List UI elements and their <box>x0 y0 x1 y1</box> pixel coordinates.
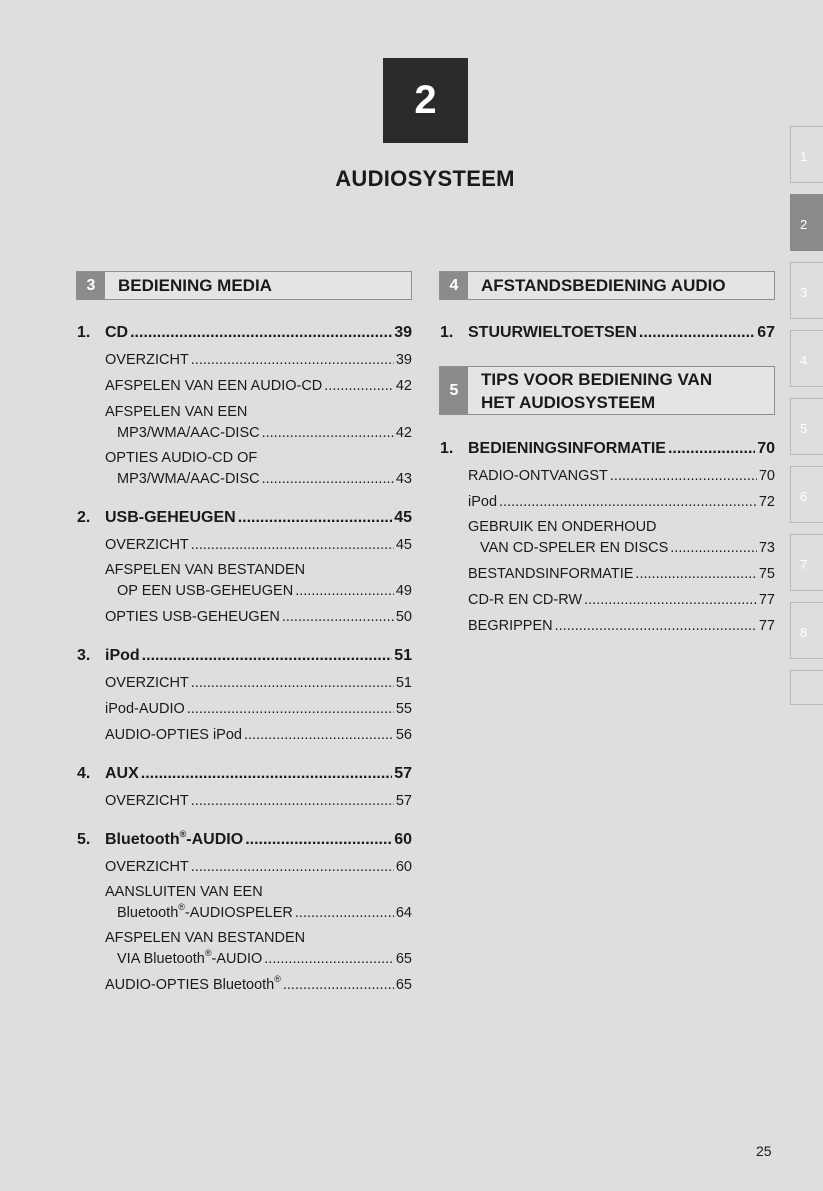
toc-page: 42 <box>395 425 412 441</box>
toc-subentry-label: MP3/WMA/AAC-DISC <box>117 471 260 487</box>
toc-subentry[interactable] <box>117 583 412 599</box>
toc-page: 57 <box>395 793 412 809</box>
toc-page: 64 <box>395 905 412 921</box>
registered-mark: ® <box>178 902 185 912</box>
toc-leader <box>238 509 393 527</box>
toc-entry-label: CD <box>105 324 129 341</box>
toc-right-column <box>440 0 775 1191</box>
label-part: -AUDIOSPELER <box>184 905 293 921</box>
toc-entry-label: iPod <box>105 647 140 664</box>
toc-subentry[interactable] <box>117 948 412 967</box>
toc-subentry-label: MP3/WMA/AAC-DISC <box>117 425 260 441</box>
label-part: -AUDIO <box>186 831 244 848</box>
toc-subentry[interactable] <box>105 609 412 625</box>
toc-subentry[interactable] <box>468 592 775 608</box>
toc-leader <box>282 609 394 625</box>
toc-subentry[interactable] <box>105 537 412 553</box>
toc-page: 67 <box>757 324 775 341</box>
toc-subentry-first-line: AFSPELEN VAN BESTANDEN <box>105 562 306 578</box>
toc-subentry-label: OVERZICHT <box>105 859 189 875</box>
toc-page: 39 <box>395 352 412 368</box>
toc-subentry-first-line: OPTIES AUDIO-CD OF <box>105 450 258 466</box>
section-title: BEDIENING MEDIA <box>118 276 272 295</box>
toc-page: 51 <box>394 647 412 664</box>
toc-leader <box>555 618 757 634</box>
toc-page: 75 <box>758 566 775 582</box>
page-number: 25 <box>756 1143 772 1159</box>
toc-subentry-label: OVERZICHT <box>105 352 189 368</box>
toc-page: 45 <box>394 509 412 526</box>
toc-page: 56 <box>395 727 412 743</box>
toc-subentry[interactable] <box>105 974 412 993</box>
label-part: Bluetooth <box>117 905 179 921</box>
toc-subentry-label: AFSPELEN VAN EEN AUDIO-CD <box>105 378 323 394</box>
toc-leader <box>264 951 394 967</box>
toc-leader <box>142 647 393 665</box>
toc-page: 60 <box>395 859 412 875</box>
label-part: -AUDIO <box>211 951 263 967</box>
toc-entry-number: 2. <box>77 509 91 526</box>
toc-page: 72 <box>758 494 775 510</box>
toc-entry-number: 3. <box>77 647 91 664</box>
chapter-title: AUDIOSYSTEEM <box>335 166 515 191</box>
toc-entry-number: 1. <box>77 324 91 341</box>
toc-leader <box>295 583 394 599</box>
toc-page: 50 <box>395 609 412 625</box>
side-tab-7[interactable]: 7 <box>790 534 823 591</box>
toc-page: 51 <box>395 675 412 691</box>
toc-subentry-label <box>117 902 293 921</box>
toc-leader <box>283 977 394 993</box>
toc-leader <box>245 831 392 849</box>
toc-subentry[interactable] <box>468 468 775 484</box>
toc-subentry-first-line: AANSLUITEN VAN EEN <box>105 884 263 900</box>
toc-entry-number: 1. <box>440 324 454 341</box>
toc-entry-number: 1. <box>440 440 454 457</box>
toc-leader <box>262 425 394 441</box>
toc-subentry[interactable] <box>105 378 412 394</box>
toc-subentry-label: RADIO-ONTVANGST <box>468 468 608 484</box>
toc-leader <box>499 494 757 510</box>
toc-subentry[interactable] <box>105 727 412 743</box>
side-tab-blank[interactable] <box>790 670 823 705</box>
toc-leader <box>262 471 394 487</box>
section-number: 5 <box>440 367 468 414</box>
toc-entry-aux[interactable] <box>77 765 412 783</box>
toc-subentry-first-line: GEBRUIK EN ONDERHOUD <box>468 519 657 535</box>
toc-leader <box>191 537 394 553</box>
section-title: AFSTANDSBEDIENING AUDIO <box>481 276 726 295</box>
toc-subentry[interactable] <box>117 902 412 921</box>
toc-leader <box>610 468 757 484</box>
toc-subentry[interactable] <box>105 675 412 691</box>
toc-leader <box>130 324 392 342</box>
toc-subentry-first-line: AFSPELEN VAN EEN <box>105 404 248 420</box>
label-part: VIA Bluetooth <box>117 951 205 967</box>
toc-entry-ipod[interactable] <box>77 647 412 665</box>
toc-page: 42 <box>395 378 412 394</box>
toc-entry-bedieningsinformatie[interactable] <box>440 440 775 458</box>
registered-mark: ® <box>274 974 281 984</box>
toc-subentry-first-line: AFSPELEN VAN BESTANDEN <box>105 930 306 946</box>
toc-page: 70 <box>757 440 775 457</box>
toc-subentry-label <box>105 974 281 993</box>
side-tab-3[interactable]: 3 <box>790 262 823 319</box>
toc-left-column <box>77 0 412 1191</box>
toc-leader <box>635 566 756 582</box>
toc-subentry[interactable] <box>105 701 412 717</box>
toc-page: 60 <box>394 831 412 848</box>
toc-subentry[interactable] <box>105 859 412 875</box>
toc-leader <box>187 701 394 717</box>
toc-entry-label: BEDIENINGSINFORMATIE <box>468 440 666 457</box>
registered-mark: ® <box>204 948 212 958</box>
toc-entry-label: USB-GEHEUGEN <box>105 509 236 526</box>
toc-subentry[interactable] <box>105 793 412 809</box>
toc-subentry-label: BESTANDSINFORMATIE <box>468 566 634 582</box>
toc-subentry-label <box>117 948 263 967</box>
toc-leader <box>244 727 394 743</box>
toc-subentry-label: iPod <box>468 494 498 510</box>
registered-mark: ® <box>179 829 187 839</box>
side-tab-8[interactable]: 8 <box>790 602 823 659</box>
chapter-number-box: 2 <box>383 58 468 143</box>
toc-page: 43 <box>395 471 412 487</box>
section-title-line: TIPS VOOR BEDIENING VAN <box>481 369 713 389</box>
toc-leader <box>191 859 394 875</box>
toc-entry-usb[interactable] <box>77 509 412 527</box>
side-tab-6[interactable]: 6 <box>790 466 823 523</box>
toc-leader <box>191 675 394 691</box>
toc-page: 65 <box>395 977 412 993</box>
toc-page: 77 <box>758 618 775 634</box>
toc-entry-cd[interactable] <box>77 324 412 342</box>
toc-subentry-label: OVERZICHT <box>105 537 189 553</box>
toc-leader <box>584 592 757 608</box>
section-title-line: HET AUDIOSYSTEEM <box>481 392 656 412</box>
toc-page: 55 <box>395 701 412 717</box>
toc-subentry-label: OPTIES USB-GEHEUGEN <box>105 609 280 625</box>
toc-leader <box>191 352 394 368</box>
toc-page: 45 <box>395 537 412 553</box>
toc-leader <box>668 440 755 458</box>
toc-subentry[interactable] <box>105 352 412 368</box>
toc-page: 77 <box>758 592 775 608</box>
toc-page: 70 <box>758 468 775 484</box>
toc-page: 73 <box>758 540 775 556</box>
toc-subentry-label: iPod-AUDIO <box>105 701 185 717</box>
side-tab-4[interactable]: 4 <box>790 330 823 387</box>
toc-entry-stuurwieltoetsen[interactable] <box>440 324 775 342</box>
toc-subentry[interactable] <box>468 566 775 582</box>
toc-subentry-label: AUDIO-OPTIES iPod <box>105 727 242 743</box>
toc-subentry[interactable] <box>468 494 775 510</box>
section-number: 4 <box>440 272 468 299</box>
label-part: AUDIO-OPTIES Bluetooth <box>105 977 275 993</box>
side-tab-5[interactable]: 5 <box>790 398 823 455</box>
toc-entry-number: 4. <box>77 765 91 782</box>
toc-subentry-label: OVERZICHT <box>105 793 189 809</box>
toc-entry-label <box>105 831 243 849</box>
toc-subentry-label: OVERZICHT <box>105 675 189 691</box>
toc-subentry-label: OP EEN USB-GEHEUGEN <box>117 583 294 599</box>
toc-page: 57 <box>394 765 412 782</box>
toc-leader <box>295 905 394 921</box>
toc-subentry[interactable] <box>480 540 775 556</box>
section-number: 3 <box>77 272 105 299</box>
side-tab-2[interactable]: 2 <box>790 194 823 251</box>
toc-leader <box>670 540 757 556</box>
toc-page: 39 <box>394 324 412 341</box>
toc-subentry[interactable] <box>117 425 412 441</box>
toc-leader <box>639 324 755 342</box>
side-tab-1[interactable]: 1 <box>790 126 823 183</box>
toc-subentry[interactable] <box>117 471 412 487</box>
toc-entry-label: AUX <box>105 765 139 782</box>
toc-subentry[interactable] <box>468 618 775 634</box>
toc-leader <box>191 793 394 809</box>
toc-leader <box>141 765 392 783</box>
toc-entry-label: STUURWIELTOETSEN <box>468 324 637 341</box>
toc-leader <box>324 378 394 394</box>
toc-page: 65 <box>395 951 412 967</box>
toc-subentry-label: VAN CD-SPELER EN DISCS <box>480 540 669 556</box>
toc-entry-bluetooth[interactable] <box>77 831 412 849</box>
toc-subentry-label: BEGRIPPEN <box>468 618 553 634</box>
toc-page: 49 <box>395 583 412 599</box>
toc-entry-number: 5. <box>77 831 91 848</box>
toc-subentry-label: CD-R EN CD-RW <box>468 592 583 608</box>
label-part: Bluetooth <box>105 831 180 848</box>
